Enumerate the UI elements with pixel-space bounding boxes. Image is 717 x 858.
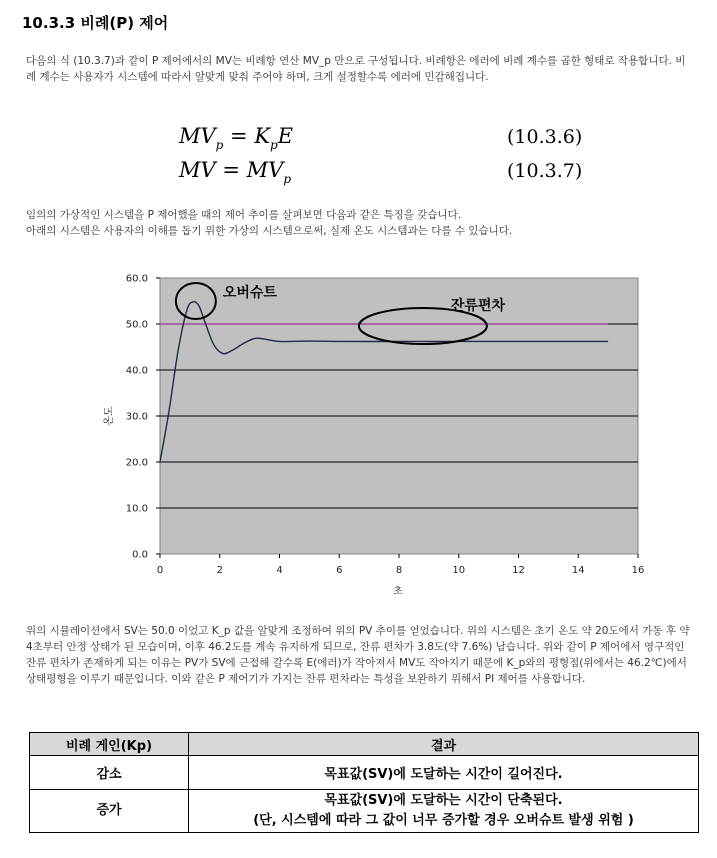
- result-cell: [189, 790, 699, 833]
- eq2-r1-sub: p: [283, 172, 292, 186]
- table-row: [30, 790, 699, 833]
- table-row: [30, 756, 699, 790]
- equation-10-3-7: [179, 158, 291, 186]
- offset-label: 잔류편차: [450, 298, 506, 314]
- result-line: 목표값(SV)에 도달하는 시간이 단축된다.: [324, 793, 563, 808]
- eq1-lhs: MV: [179, 124, 216, 148]
- x-tick-label: 6: [336, 565, 343, 576]
- x-tick-label: 0: [156, 565, 164, 576]
- x-axis-label: 초: [393, 586, 403, 597]
- gain-cell: 증가: [30, 790, 189, 833]
- analysis-paragraph: 위의 시뮬레이션에서 SV는 50.0 이었고 K_p 값을 알맞게 조정하여 위의 PV 추이를 얻었습니다. 위의 시스템은 초기 온도 약 20도에서 가동 후 약 4초부터 안정 상태가 된 모습이며, 이후 46.2도를 계속 유지하게 되므로, 잔류 편차가 3.8도(약 7.6%) 남습니다. 위와 같이 P 제어에서 영구적인 잔류 편차가 존재하게 되는 이유는 PV가 SV에 근접해 갈수록 E(에러)가 작아져서 MV도 작아지기 때문에 K_p와의 평형점(위에서는 46.2℃)에서 상태평형을 이루기 때문입니다. 이와 같은 P 제어기가 가지는 잔류 편차라는 특성을 보완하기 위해서 PI 제어를 사용합니다.: [26, 625, 690, 685]
- eq2-equals: =: [222, 158, 240, 182]
- p-control-chart: [100, 262, 660, 602]
- x-tick-label: 4: [276, 565, 283, 576]
- x-tick-label: 8: [395, 565, 403, 576]
- table-header-row: [30, 733, 699, 756]
- x-tick-label: 10: [452, 565, 466, 576]
- y-tick-label: 20.0: [125, 457, 148, 469]
- observation-paragraph: 임의의 가상적인 시스템을 P 제어했을 때의 제어 추이를 살펴보면 다음과 같은 특징을 갖습니다. 아래의 시스템은 사용자의 이해를 돕기 위한 가상의 시스템으로써, 실제 온도 시스템과는 다를 수 있습니다.: [26, 209, 513, 237]
- gain-cell: 감소: [30, 756, 189, 790]
- overshoot-label: 오버슈트: [222, 285, 277, 301]
- eq1-equals: =: [230, 124, 248, 148]
- gain-result-table: [29, 732, 699, 833]
- equation-number-2: (10.3.7): [507, 160, 583, 182]
- x-tick-label: 16: [631, 565, 645, 576]
- eq2-r1: MV: [246, 158, 284, 182]
- table-header-result: 결과: [189, 733, 699, 756]
- y-axis-label: 온도: [104, 406, 115, 426]
- x-tick-label: 12: [512, 565, 525, 576]
- result-line: 목표값(SV)에 도달하는 시간이 길어진다.: [324, 767, 563, 782]
- y-tick-label: 50.0: [125, 319, 148, 331]
- y-tick-label: 10.0: [125, 503, 148, 515]
- eq1-lhs-sub: p: [215, 138, 224, 152]
- equation-10-3-6: [179, 124, 293, 152]
- eq1-r2: E: [277, 124, 294, 148]
- intro-paragraph: 다음의 식 (10.3.7)과 같이 P 제어에서의 MV는 비례항 연산 MV_p 만으로 구성됩니다. 비례항은 에러에 비례 계수를 곱한 형태로 작용합니다. 비례 계수는 사용자가 시스템에 따라서 알맞게 맞춰 주어야 하며, 크게 설정할수록 에러에 민감해집니다.: [26, 55, 686, 83]
- eq2-lhs: MV: [179, 158, 216, 182]
- equation-number-1: (10.3.6): [507, 126, 583, 148]
- x-tick-label: 2: [216, 565, 223, 576]
- x-tick-label: 14: [571, 565, 585, 576]
- y-tick-label: 60.0: [125, 273, 148, 285]
- section-title: 10.3.3 비례(P) 제어: [22, 14, 169, 32]
- eq1-r1-sub: p: [270, 138, 278, 152]
- eq1-r1: K: [254, 124, 271, 148]
- result-cell: [189, 756, 699, 790]
- y-tick-label: 0.0: [132, 549, 148, 561]
- y-tick-label: 40.0: [125, 365, 148, 377]
- result-note-line: (단, 시스템에 따라 그 값이 너무 증가할 경우 오버슈트 발생 위험 ): [253, 813, 634, 828]
- y-tick-label: 30.0: [125, 411, 148, 423]
- table-header-gain: 비례 게인(Kp): [30, 733, 189, 756]
